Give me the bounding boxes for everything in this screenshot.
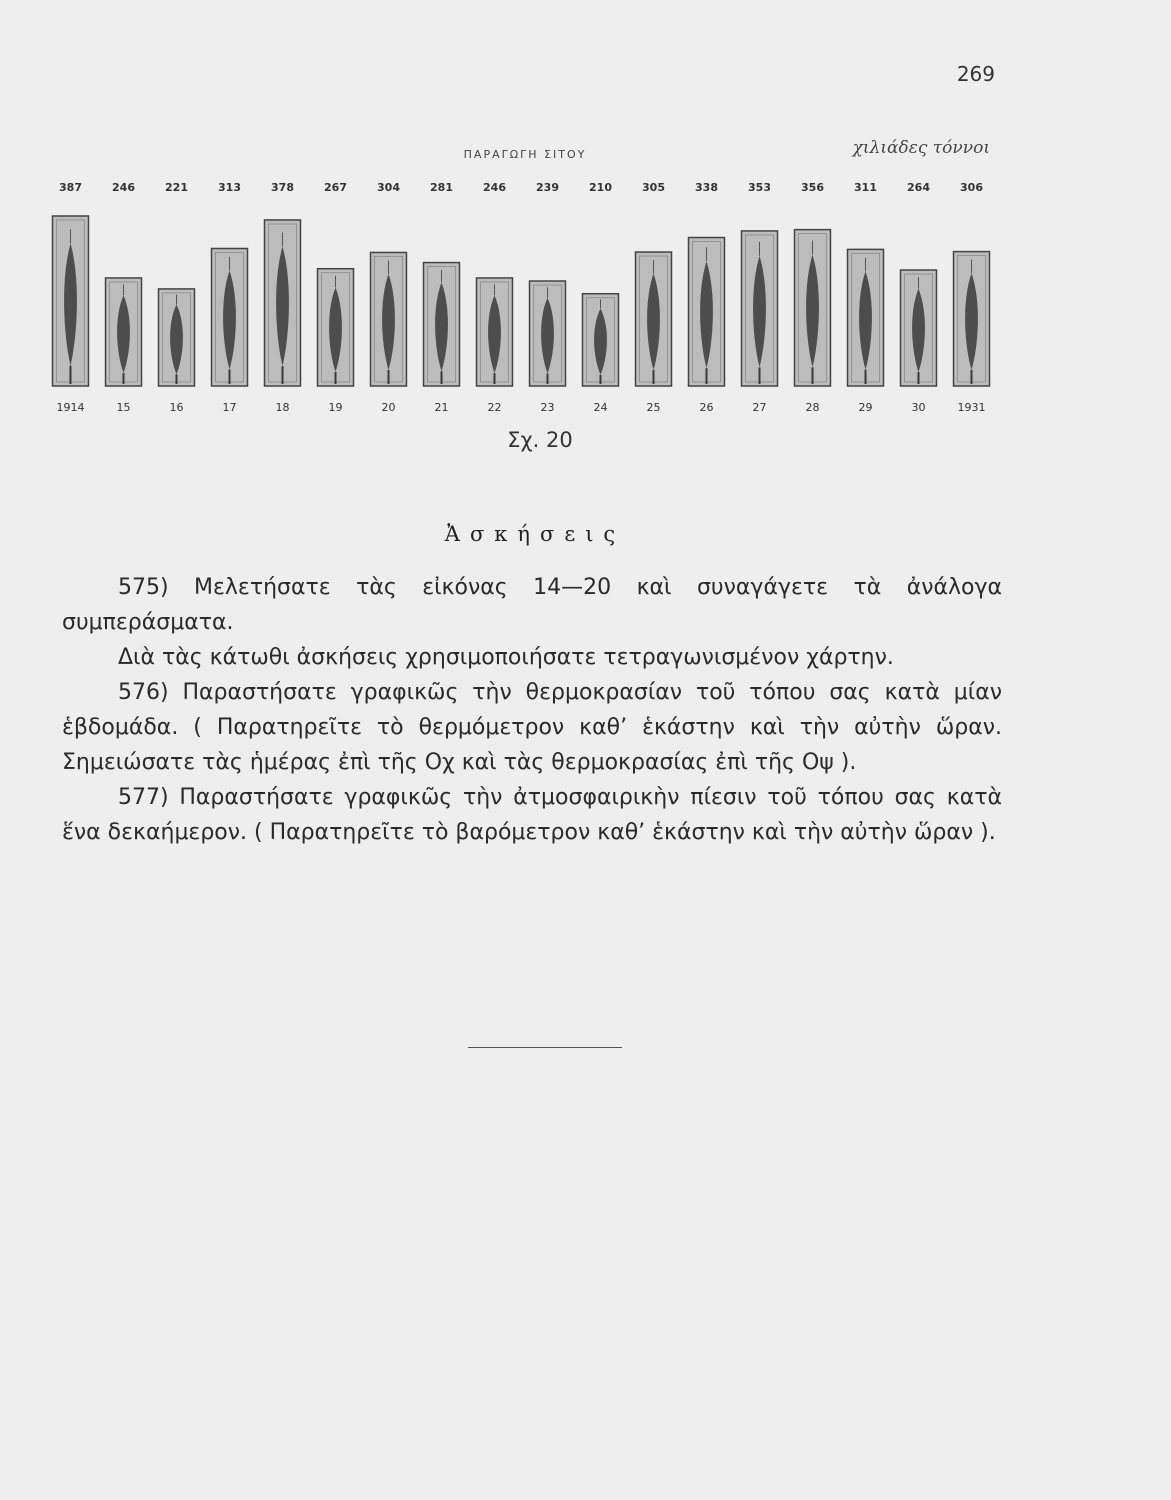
category-label: 21: [434, 401, 449, 414]
value-label: 306: [960, 181, 983, 194]
bar-28: [795, 230, 831, 386]
value-label: 305: [642, 181, 665, 194]
exercise-paragraph: 576) Παραστήσατε γραφικῶς τὴν θερμοκρασίαν τοῦ τόπου σας κατὰ μίαν ἑβδομάδα. ( Παρατηρεῖτε τὸ θερμόμετρον καθ’ ἑκάστην καὶ τὴν αὐτὴν ὥραν. Σημειώσατε τὰς ἡμέρας ἐπὶ τῆς Οχ καὶ τὰς θερμοκρασίας ἐπὶ τῆς Οψ ).: [62, 680, 1002, 775]
value-label: 356: [801, 181, 824, 194]
value-label: 239: [536, 181, 559, 194]
category-label: 1914: [56, 401, 85, 414]
bar-29: [848, 249, 884, 386]
category-label: 16: [169, 401, 184, 414]
category-label: 27: [752, 401, 767, 414]
bar-25: [636, 252, 672, 386]
bar-26: [689, 238, 725, 386]
category-label: 18: [275, 401, 290, 414]
value-label: 221: [165, 181, 188, 194]
value-label: 338: [695, 181, 718, 194]
exercise-paragraph: Διὰ τὰς κάτωθι ἀσκήσεις χρησιμοποιήσατε τετραγωνισμένον χάρτην.: [118, 645, 894, 670]
category-label: 25: [646, 401, 661, 414]
exercises-heading: Ἀσκήσεις: [444, 522, 626, 546]
bar-24: [583, 294, 619, 386]
bar-15: [106, 278, 142, 386]
category-label: 26: [699, 401, 714, 414]
value-label: 246: [483, 181, 506, 194]
category-label: 28: [805, 401, 820, 414]
value-label: 313: [218, 181, 241, 194]
bar-1931: [954, 252, 990, 386]
value-label: 267: [324, 181, 347, 194]
bar-21: [424, 263, 460, 386]
category-label: 20: [381, 401, 396, 414]
bar-18: [265, 220, 301, 386]
category-label: 30: [911, 401, 926, 414]
bar-23: [530, 281, 566, 386]
value-label: 281: [430, 181, 453, 194]
bar-1914: [53, 216, 89, 386]
bar-27: [742, 231, 778, 386]
bar-20: [371, 252, 407, 386]
bar-16: [159, 289, 195, 386]
chart-title: ΠΑΡΑΓΩΓΗ ΣΙΤΟΥ: [463, 148, 587, 161]
value-label: 264: [907, 181, 930, 194]
value-label: 210: [589, 181, 612, 194]
value-label: 311: [854, 181, 877, 194]
wheat-production-chart: [0, 0, 1171, 430]
figure-caption: Σχ. 20: [507, 428, 573, 452]
category-label: 1931: [957, 401, 986, 414]
category-label: 29: [858, 401, 873, 414]
category-label: 15: [116, 401, 131, 414]
category-label: 23: [540, 401, 555, 414]
exercise-paragraph: 575) Μελετήσατε τὰς εἰκόνας 14—20 καὶ συναγάγετε τὰ ἀνάλογα συμπεράσματα.: [62, 575, 1002, 635]
category-label: 24: [593, 401, 608, 414]
bar-30: [901, 270, 937, 386]
category-label: 19: [328, 401, 343, 414]
exercise-paragraph: 577) Παραστήσατε γραφικῶς τὴν ἀτμοσφαιρικὴν πίεσιν τοῦ τόπου σας κατὰ ἕνα δεκαήμερον. ( Παρατηρεῖτε τὸ βαρόμετρον καθ’ ἑκάστην καὶ τὴν αὐτὴν ὥραν ).: [62, 785, 1002, 845]
end-rule: [468, 1047, 622, 1048]
bar-22: [477, 278, 513, 386]
bar-19: [318, 269, 354, 386]
category-label: 22: [487, 401, 502, 414]
y-unit-label: χιλιάδες τόννοι: [852, 138, 990, 158]
category-label: 17: [222, 401, 237, 414]
value-label: 353: [748, 181, 771, 194]
page-number: 269: [956, 62, 995, 86]
bar-17: [212, 249, 248, 386]
value-label: 378: [271, 181, 294, 194]
value-label: 246: [112, 181, 135, 194]
exercises-body: [62, 570, 1002, 850]
value-label: 387: [59, 181, 82, 194]
value-label: 304: [377, 181, 400, 194]
